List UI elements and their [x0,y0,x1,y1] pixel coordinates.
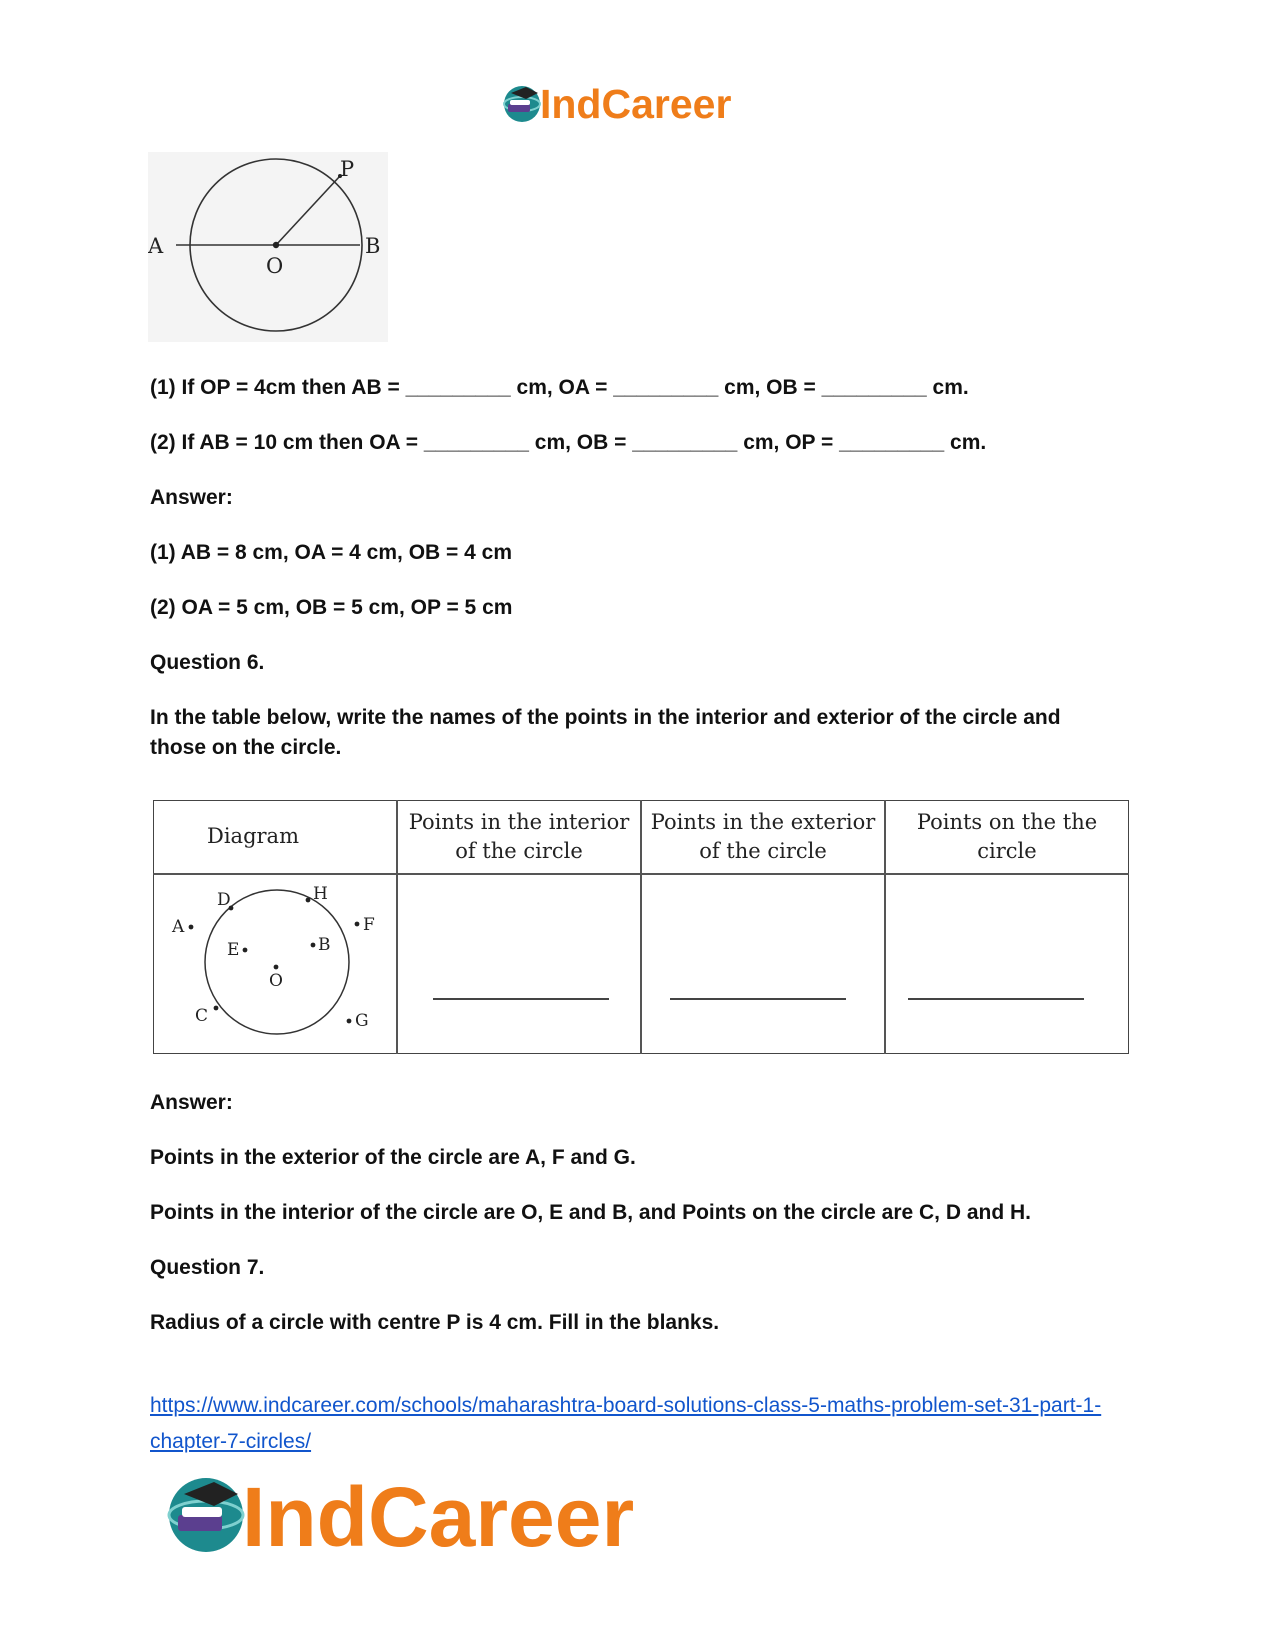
label-b: B [365,234,381,258]
diagram-label-o: O [269,971,283,991]
diagram-label-f: F [363,915,375,935]
diagram-label-h: H [313,884,328,904]
diagram-label-c: C [195,1006,209,1026]
answer-blank-interior [433,998,609,1000]
indcareer-logo-top [498,76,778,132]
globe-icon [504,86,540,122]
answer-blank-on-circle [908,998,1084,1000]
diagram-label-a: A [172,917,185,937]
header-diagram: Diagram [207,824,299,848]
label-o: O [266,254,284,278]
brand-name-bottom: IndCareer [242,1470,635,1564]
brand-name-top: IndCareer [540,81,732,127]
header-on-circle: Points on the the circle [916,809,1098,863]
q5-answer-2: (2) OA = 5 cm, OB = 5 cm, OP = 5 cm [150,596,513,619]
points-table [153,800,1129,1054]
q7-prompt: Radius of a circle with centre P is 4 cm. Fill in the blanks. [150,1311,720,1334]
q5-part1: (1) If OP = 4cm then AB = _________ cm, OA = _________ cm, OB = _________ cm. [150,376,969,399]
globe-icon [169,1478,243,1552]
header-interior: Points in the interior of the circle [408,809,630,863]
q7-heading: Question 7. [150,1256,265,1279]
diagram-label-g: G [355,1011,369,1031]
q6-prompt: In the table below, write the names of the points in the interior and exterior of the circle and those on the circle. [150,706,1061,759]
label-p: P [340,157,355,181]
q5-answer-label: Answer: [150,486,233,509]
answer-blank-exterior [670,998,846,1000]
q5-part2: (2) If AB = 10 cm then OA = _________ cm, OB = _________ cm, OP = _________ cm. [150,431,987,454]
points-diagram [153,874,396,1052]
header-exterior: Points in the exterior of the circle [650,809,876,863]
diagram-label-d: D [217,890,231,910]
source-link[interactable]: https://www.indcareer.com/schools/maharashtra-board-solutions-class-5-maths-problem-set-31-part-1-chapter-7-circles/ [150,1394,1102,1453]
circle-figure-diameter [148,152,388,342]
q6-answer-1: Points in the exterior of the circle are A, F and G. [150,1146,636,1169]
q6-answer-2: Points in the interior of the circle are O, E and B, and Points on the circle are C, D and H. [150,1201,1032,1224]
diagram-label-b: B [318,935,331,955]
q5-answer-1: (1) AB = 8 cm, OA = 4 cm, OB = 4 cm [150,541,513,564]
diagram-label-e: E [227,940,240,960]
q6-answer-label: Answer: [150,1091,233,1114]
q6-heading: Question 6. [150,651,265,674]
label-a: A [148,234,164,258]
indcareer-logo-bottom [158,1460,698,1570]
